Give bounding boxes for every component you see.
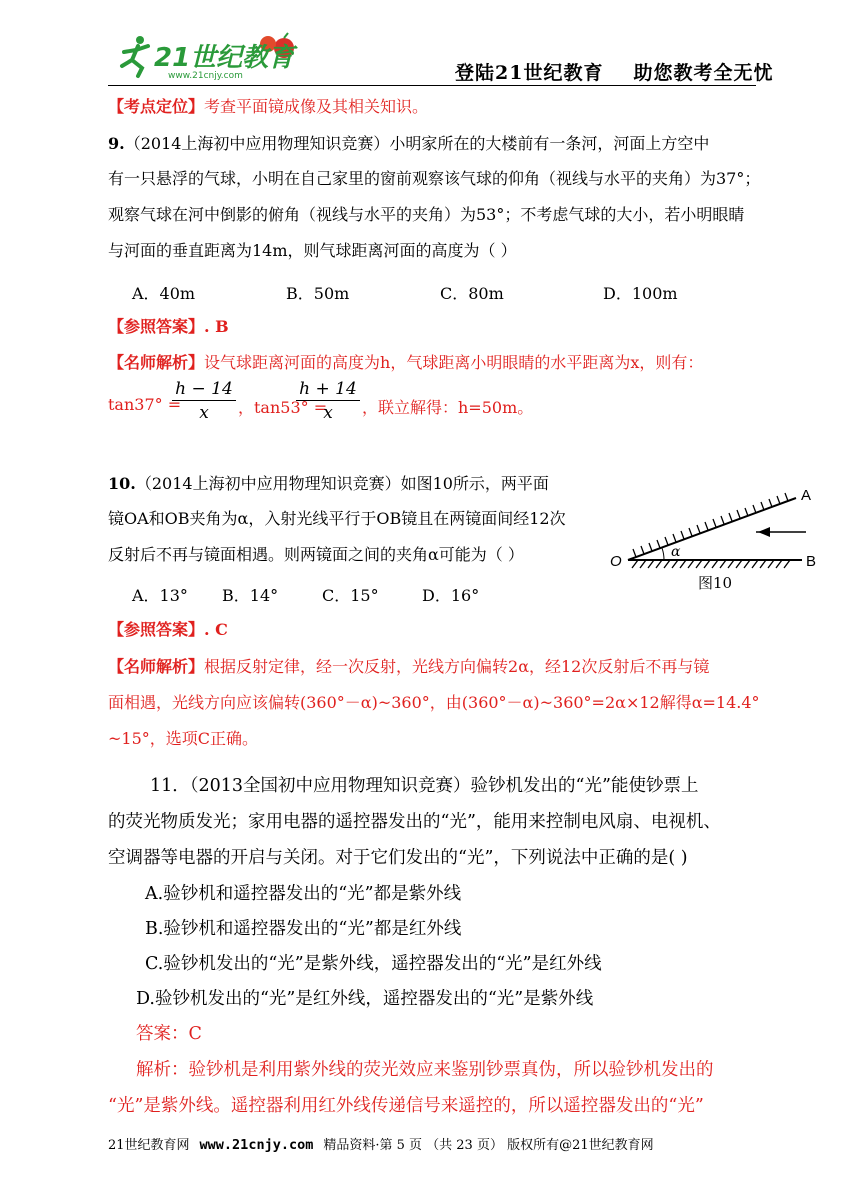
label-o: O: [610, 553, 622, 570]
q11-option-b: B.验钞机和遥控器发出的“光”都是红外线: [145, 919, 462, 939]
figure-caption: 图10: [698, 574, 733, 592]
q9-line-4: 与河面的垂直距离为14m，则气球距离河面的高度为（ ）: [108, 241, 517, 260]
analysis-text: 设气球距离河面的高度为h，气球距离小明眼睛的水平距离为x，则有：: [204, 353, 704, 372]
q11-option-d: D.验钞机发出的“光”是红外线，遥控器发出的“光”是紫外线: [136, 989, 594, 1009]
answer-tag: 【参照答案】: [108, 317, 205, 336]
q10-analysis-line-2: 面相遇，光线方向应该偏转(360°－α)~360°，由(360°－α)~360°=2α×12解得α=14.4°: [108, 693, 760, 712]
formula-part-a: tan37° =: [108, 395, 182, 414]
q8-key-point: [108, 96, 428, 118]
q10-option-c: C．15°: [322, 586, 379, 605]
q10-number: 10.: [108, 474, 136, 493]
fraction-1-numerator: h − 14: [175, 379, 233, 399]
q9-option-c: C．80m: [440, 284, 504, 303]
q11-option-a: A.验钞机和遥控器发出的“光”都是紫外线: [145, 884, 462, 904]
footer-page-info: 精品资料·第 5 页 （共 23 页） 版权所有@21世纪教育网: [323, 1138, 654, 1153]
q9-answer: [108, 316, 229, 338]
q9-option-a: A．40m: [132, 284, 196, 303]
q10-line-1: [108, 473, 549, 495]
key-point-text: 考查平面镜成像及其相关知识。: [204, 97, 429, 116]
q9-option-d: D．100m: [603, 284, 678, 303]
q10-text-1: （2014上海初中应用物理知识竞赛）如图10所示，两平面: [135, 474, 549, 493]
q10-line-2: 镜OA和OB夹角为α，入射光线平行于OB镜且在两镜面间经12次: [108, 509, 566, 528]
answer-tag: 【参照答案】: [108, 620, 205, 639]
fraction-2-numerator: h + 14: [299, 379, 357, 399]
header-slogan: [455, 58, 773, 85]
q11-analysis-line-2: “光”是紫外线。遥控器利用红外线传递信号来遥控的，所以遥控器发出的“光”: [108, 1096, 704, 1116]
logo-graphic: [108, 32, 308, 80]
fraction-2-denominator: x: [323, 403, 333, 423]
logo-url: www.21cnjy.com: [168, 71, 243, 80]
site-logo: [108, 32, 308, 80]
analysis-tag: 【名师解析】: [108, 353, 205, 372]
q9-line-1: [108, 133, 709, 155]
q9-option-b: B．50m: [286, 284, 350, 303]
q10-option-d: D．16°: [422, 586, 480, 605]
formula-part-c: ，联立解得：h=50m。: [362, 398, 534, 417]
q9-line-2: 有一只悬浮的气球，小明在自己家里的窗前观察该气球的仰角（视线与水平的夹角）为37°；: [108, 169, 761, 188]
mirror-figure: [606, 482, 826, 602]
q11-line-2: 的荧光物质发光；家用电器的遥控器发出的“光”，能用来控制电风扇、电视机、: [108, 812, 721, 832]
alpha-label: α: [671, 544, 681, 560]
fraction-2-bar: [296, 400, 360, 401]
header-divider: [108, 85, 756, 86]
label-b: B: [806, 553, 817, 570]
q11-answer: 答案：C: [136, 1024, 202, 1044]
q10-option-b: B．14°: [222, 586, 279, 605]
q9-line-3: 观察气球在河中倒影的俯角（视线与水平的夹角）为53°；不考虑气球的大小，若小明眼睛: [108, 205, 745, 224]
fraction-1: [172, 379, 236, 423]
analysis-text-1: 根据反射定律，经一次反射，光线方向偏转2α，经12次反射后不再与镜: [204, 657, 710, 676]
answer-value: . C: [204, 620, 228, 639]
q9-number: 9.: [108, 134, 125, 153]
q11-line-1: 11．（2013全国初中应用物理知识竞赛）验钞机发出的“光”能使钞票上: [150, 776, 699, 796]
slogan-right: 助您教考全无忧: [633, 62, 774, 84]
q11-analysis-line-1: 解析：验钞机是利用紫外线的荧光效应来鉴别钞票真伪，所以验钞机发出的: [136, 1060, 714, 1080]
fraction-1-bar: [172, 400, 236, 401]
fraction-1-denominator: x: [199, 403, 209, 423]
q9-text-1: （2014上海初中应用物理知识竞赛）小明家所在的大楼前有一条河，河面上方空中: [124, 134, 710, 153]
page-footer: [108, 1134, 654, 1153]
footer-url[interactable]: www.21cnjy.com: [199, 1137, 314, 1153]
q11-line-3: 空调器等电器的开启与关闭。对于它们发出的“光”，下列说法中正确的是( ): [108, 848, 688, 868]
fraction-2: [296, 379, 360, 423]
q10-option-a: A．13°: [132, 586, 188, 605]
label-a: A: [801, 487, 812, 504]
answer-value: . B: [204, 317, 229, 336]
logo-text: 21世纪教育: [154, 43, 295, 73]
q10-line-3: 反射后不再与镜面相遇。则两镜面之间的夹角α可能为（ ）: [108, 545, 524, 564]
key-point-tag: 【考点定位】: [108, 97, 205, 116]
q11-option-c: C.验钞机发出的“光”是紫外线，遥控器发出的“光”是红外线: [145, 954, 602, 974]
q10-answer: [108, 619, 228, 641]
mirror-diagram: [606, 482, 826, 602]
q10-analysis-line-1: [108, 656, 709, 678]
slogan-left: 登陆21世纪教育: [455, 62, 604, 84]
q9-analysis: [108, 352, 703, 374]
analysis-tag: 【名师解析】: [108, 657, 205, 676]
formula-part-b: ，tan53° =: [238, 398, 328, 417]
q10-analysis-line-3: ~15°，选项C正确。: [108, 729, 259, 748]
footer-site: 21世纪教育网: [108, 1138, 190, 1153]
